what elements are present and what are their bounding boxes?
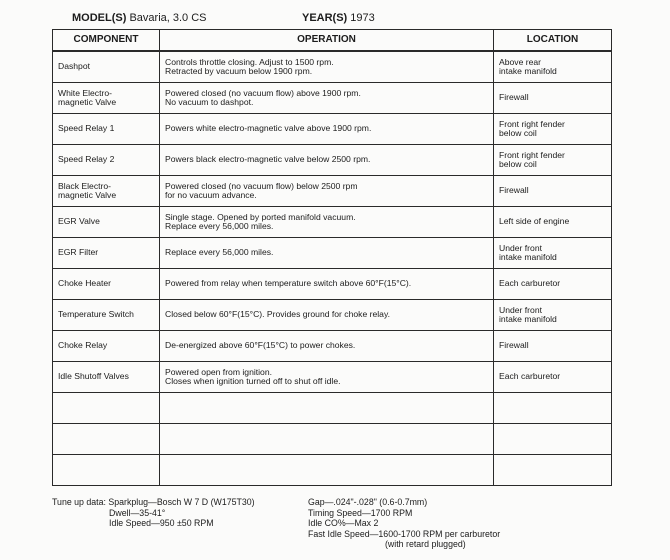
component-cell-text: Choke Relay — [58, 340, 108, 351]
model-label: MODEL(S) — [72, 12, 127, 24]
table-row — [53, 238, 612, 269]
empty-cell — [160, 393, 494, 424]
tune-up-gap: Gap—.024"-.028" (0.6-0.7mm) — [308, 497, 428, 507]
operation-cell-text: Controls throttle closing. Adjust to 1500 rpm. Retracted by vacuum below 1900 rpm. — [165, 56, 334, 76]
component-cell — [53, 176, 160, 207]
location-cell-text: Left side of engine — [499, 216, 570, 227]
tune-up-idle-speed: Idle Speed—950 ±50 RPM — [109, 518, 214, 528]
table-row — [53, 51, 612, 83]
component-cell — [53, 51, 160, 83]
component-table — [52, 29, 612, 486]
location-cell-text: Under front intake manifold — [499, 242, 557, 262]
operation-cell-text: Powers white electro-magnetic valve above 1900 rpm. — [165, 123, 372, 134]
table-row — [53, 269, 612, 300]
operation-cell — [160, 176, 494, 207]
component-cell — [53, 238, 160, 269]
operation-cell — [160, 83, 494, 114]
component-cell — [53, 269, 160, 300]
location-cell — [494, 269, 612, 300]
tune-up-retard-note: (with retard plugged) — [385, 539, 466, 549]
component-cell — [53, 362, 160, 393]
location-cell-text: Firewall — [499, 340, 529, 351]
tune-up-sparkplug: Tune up data: Sparkplug—Bosch W 7 D (W175T30) — [52, 497, 255, 507]
component-cell-text: Temperature Switch — [58, 309, 134, 320]
component-cell-text: Dashpot — [58, 61, 91, 72]
location-cell — [494, 300, 612, 331]
table-header-row — [53, 30, 612, 52]
location-cell-text: Firewall — [499, 185, 529, 196]
operation-cell-text: Replace every 56,000 miles. — [165, 247, 274, 258]
document-header — [72, 12, 632, 28]
component-cell-text: Black Electro- magnetic Valve — [58, 180, 117, 200]
component-cell — [53, 114, 160, 145]
location-cell — [494, 51, 612, 83]
operation-cell — [160, 331, 494, 362]
operation-cell-text: Single stage. Opened by ported manifold vacuum. Replace every 56,000 miles. — [165, 211, 356, 231]
empty-cell — [160, 455, 494, 486]
location-cell — [494, 362, 612, 393]
empty-cell — [494, 455, 612, 486]
empty-cell — [160, 424, 494, 455]
component-cell — [53, 300, 160, 331]
component-cell-text: Speed Relay 1 — [58, 123, 115, 134]
tune-up-fast-idle-speed: Fast Idle Speed—1600-1700 RPM per carburetor — [308, 528, 501, 539]
model-field — [72, 12, 207, 24]
empty-cell — [53, 393, 160, 424]
component-cell — [53, 83, 160, 114]
operation-cell — [160, 145, 494, 176]
table-row — [53, 176, 612, 207]
location-cell-text: Front right fender below coil — [499, 149, 565, 169]
operation-cell-text: Closed below 60°F(15°C). Provides ground for choke relay. — [165, 309, 391, 320]
operation-cell — [160, 362, 494, 393]
location-cell — [494, 145, 612, 176]
tune-up-idle-co: Idle CO%—Max 2 — [308, 518, 379, 528]
empty-table-row — [53, 424, 612, 455]
component-cell-text: Idle Shutoff Valves — [58, 371, 129, 382]
component-cell — [53, 207, 160, 238]
component-cell-text: EGR Filter — [58, 247, 99, 258]
table-row — [53, 114, 612, 145]
location-cell-text: Under front intake manifold — [499, 304, 557, 324]
location-cell-text: Above rear intake manifold — [499, 56, 557, 76]
tune-up-data — [52, 497, 652, 557]
location-cell — [494, 238, 612, 269]
operation-cell — [160, 300, 494, 331]
model-value: Bavaria, 3.0 CS — [129, 12, 207, 24]
location-cell-text: Front right fender below coil — [499, 118, 565, 138]
column-header-component: COMPONENT — [53, 30, 160, 52]
location-cell — [494, 176, 612, 207]
location-cell — [494, 331, 612, 362]
empty-table-row — [53, 455, 612, 486]
year-value: 1973 — [350, 12, 375, 24]
table-body — [53, 51, 612, 486]
year-label: YEAR(S) — [302, 12, 348, 24]
operation-cell-text: Powered closed (no vacuum flow) below 2500 rpm for no vacuum advance. — [165, 180, 358, 200]
location-cell-text: Each carburetor — [499, 371, 561, 382]
location-cell — [494, 83, 612, 114]
table-row — [53, 145, 612, 176]
operation-cell-text: Powered from relay when temperature switch above 60°F(15°C). — [165, 278, 412, 289]
operation-cell — [160, 238, 494, 269]
tune-up-dwell: Dwell—35-41° — [109, 507, 166, 518]
tune-up-timing-speed: Timing Speed—1700 RPM — [308, 507, 413, 518]
component-cell-text: Speed Relay 2 — [58, 154, 115, 165]
tune-up-left-column — [52, 497, 255, 529]
empty-table-row — [53, 393, 612, 424]
operation-cell-text: Powered closed (no vacuum flow) above 1900 rpm. No vacuum to dashpot. — [165, 87, 361, 107]
location-cell-text: Each carburetor — [499, 278, 561, 289]
operation-cell — [160, 269, 494, 300]
empty-cell — [53, 455, 160, 486]
component-cell — [53, 145, 160, 176]
column-header-operation: OPERATION — [160, 30, 494, 52]
empty-cell — [53, 424, 160, 455]
location-cell-text: Firewall — [499, 92, 529, 103]
table-row — [53, 362, 612, 393]
operation-cell — [160, 51, 494, 83]
location-cell — [494, 207, 612, 238]
table-row — [53, 83, 612, 114]
operation-cell-text: Powers black electro-magnetic valve below 2500 rpm. — [165, 154, 371, 165]
table-row — [53, 207, 612, 238]
operation-cell — [160, 207, 494, 238]
operation-cell-text: Powered open from ignition. Closes when ignition turned off to shut off idle. — [165, 366, 341, 386]
year-field — [302, 12, 375, 24]
component-cell-text: White Electro- magnetic Valve — [58, 87, 117, 107]
location-cell — [494, 114, 612, 145]
column-header-location: LOCATION — [494, 30, 612, 52]
table-row — [53, 331, 612, 362]
empty-cell — [494, 393, 612, 424]
empty-cell — [494, 424, 612, 455]
operation-cell — [160, 114, 494, 145]
component-cell-text: EGR Valve — [58, 216, 100, 227]
component-cell-text: Choke Heater — [58, 278, 112, 289]
operation-cell-text: De-energized above 60°F(15°C) to power chokes. — [165, 340, 356, 351]
component-cell — [53, 331, 160, 362]
table-row — [53, 300, 612, 331]
tune-up-right-column — [308, 497, 500, 550]
